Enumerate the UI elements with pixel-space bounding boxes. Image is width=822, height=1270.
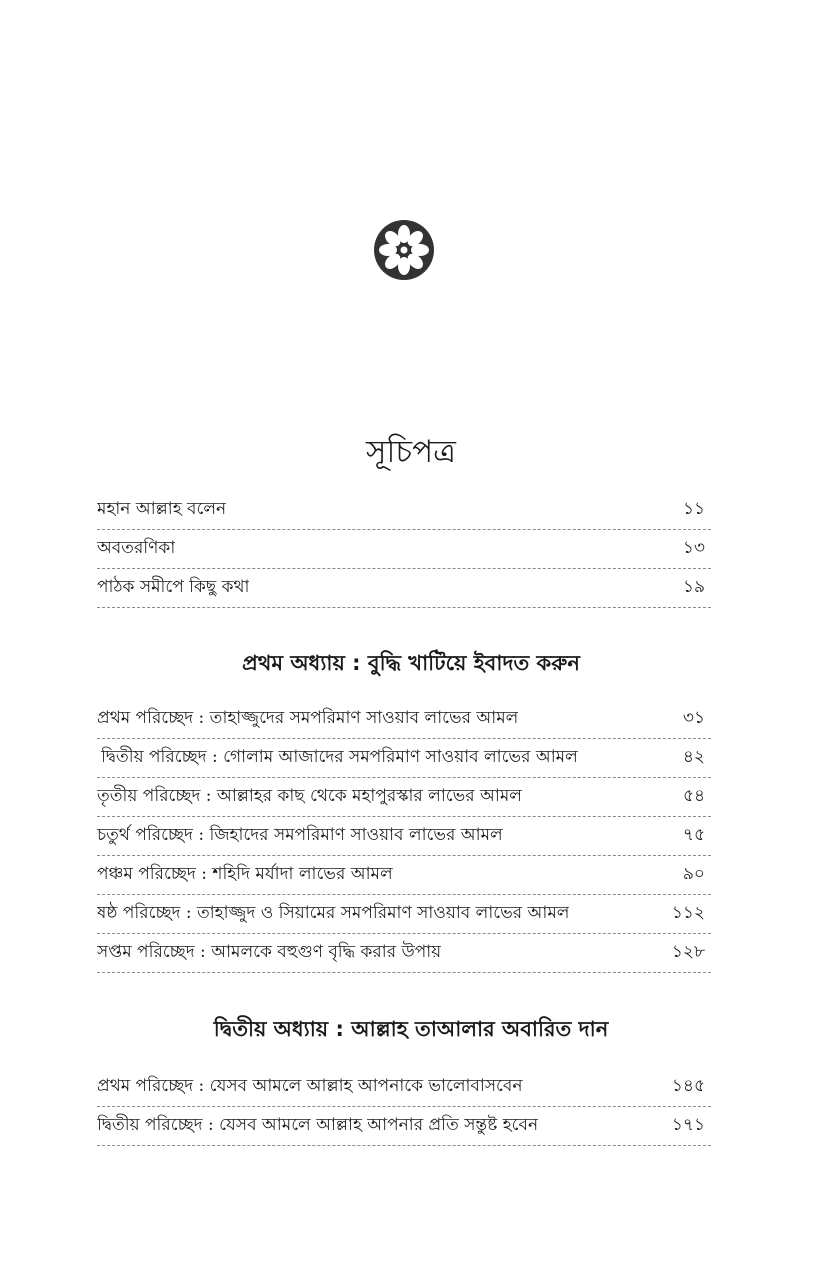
flower-ornament-icon (372, 218, 436, 282)
toc-entry[interactable] (97, 817, 711, 856)
entry-page-number: ১২৮ (671, 942, 705, 962)
entry-title: তৃতীয় পরিচ্ছেদ : আল্লাহর কাছ থেকে মহাপুরস্কার লাভের আমল (97, 786, 522, 806)
entry-page-number: ১৪৫ (671, 1076, 705, 1096)
chapter2-entries (97, 1068, 711, 1146)
entry-title: দ্বিতীয় পরিচ্ছেদ : গোলাম আজাদের সমপরিমাণ সাওয়াব লাভের আমল (101, 747, 578, 767)
entry-page-number: ১১২ (671, 903, 705, 923)
toc-entry[interactable] (97, 530, 711, 569)
entry-page-number: ৯০ (682, 864, 705, 884)
entry-title: মহান আল্লাহ বলেন (97, 499, 227, 519)
entry-title: প্রথম পরিচ্ছেদ : তাহাজ্জুদের সমপরিমাণ সাওয়াব লাভের আমল (97, 708, 519, 728)
chapter-heading: দ্বিতীয় অধ্যায় : আল্লাহ তাআলার অবারিত দান (213, 1017, 609, 1041)
chapter1-entries (97, 700, 711, 973)
entry-title: অবতরণিকা (97, 538, 176, 558)
toc-entry[interactable] (97, 491, 711, 530)
entry-title: ষষ্ঠ পরিচ্ছেদ : তাহাজ্জুদ ও সিয়ামের সমপরিমাণ সাওয়াব লাভের আমল (97, 903, 570, 923)
toc-entry[interactable] (97, 778, 711, 817)
entry-title: দ্বিতীয় পরিচ্ছেদ : যেসব আমলে আল্লাহ আপনার প্রতি সন্তুষ্ট হবেন (97, 1115, 539, 1135)
entry-page-number: ৪২ (682, 747, 705, 767)
front-matter-list (97, 491, 711, 608)
toc-entry[interactable] (97, 700, 711, 739)
entry-title: পঞ্চম পরিচ্ছেদ : শহিদি মর্যাদা লাভের আমল (97, 864, 393, 884)
toc-entry[interactable] (97, 569, 711, 608)
page-title: সূচিপত্র (366, 434, 456, 470)
entry-page-number: ১৯ (682, 577, 705, 597)
entry-page-number: ১৭১ (671, 1115, 705, 1135)
entry-title: পাঠক সমীপে কিছু কথা (97, 577, 250, 597)
entry-page-number: ৫৪ (682, 786, 705, 806)
toc-entry[interactable] (97, 1107, 711, 1146)
toc-entry[interactable] (97, 1068, 711, 1107)
toc-entry[interactable] (97, 895, 711, 934)
toc-entry[interactable] (97, 934, 711, 973)
entry-title: সপ্তম পরিচ্ছেদ : আমলকে বহুগুণ বৃদ্ধি করার উপায় (97, 942, 442, 962)
entry-page-number: ১১ (682, 499, 705, 519)
toc-entry[interactable] (97, 739, 711, 778)
entry-page-number: ৩১ (682, 708, 705, 728)
entry-page-number: ৭৫ (682, 825, 705, 845)
entry-title: চতুর্থ পরিচ্ছেদ : জিহাদের সমপরিমাণ সাওয়াব লাভের আমল (97, 825, 503, 845)
entry-title: প্রথম পরিচ্ছেদ : যেসব আমলে আল্লাহ আপনাকে ভালোবাসবেন (97, 1076, 523, 1096)
toc-entry[interactable] (97, 856, 711, 895)
chapter-heading: প্রথম অধ্যায় : বুদ্ধি খাটিয়ে ইবাদত করুন (242, 651, 580, 675)
entry-page-number: ১৩ (682, 538, 705, 558)
